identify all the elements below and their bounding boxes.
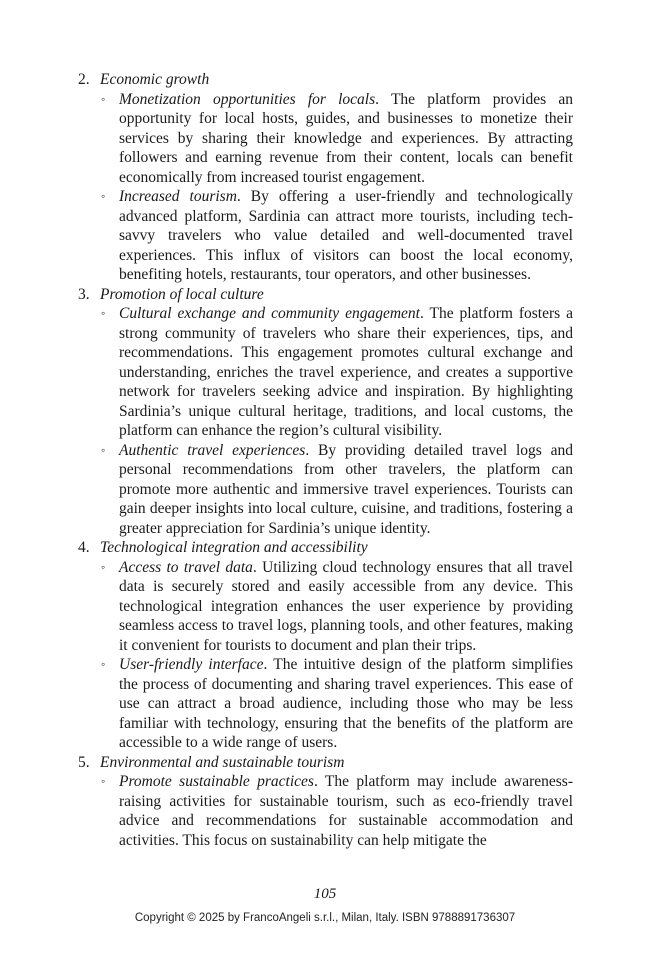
section-heading	[78, 538, 573, 558]
section-number: 5.	[78, 753, 90, 771]
bullet-mark: ◦	[101, 657, 106, 671]
bullet-term: Promote sustainable practices	[119, 773, 314, 790]
bullet-body: . The platform provides an opportunity for local hosts, guides, and businesses to monetize their services by sharing their knowledge and experiences. By attracting followers and earning revenue from their content, locals can benefit economically from increased tourist engagement.	[119, 90, 573, 186]
section-title: Environmental and sustainable tourism	[100, 753, 345, 771]
bullet-mark: ◦	[101, 91, 106, 106]
section-environmental-tourism	[78, 753, 573, 851]
list-item	[100, 304, 573, 441]
section-title: Technological integration and accessibility	[100, 539, 368, 556]
section-title: Economic growth	[100, 71, 210, 88]
section-heading	[78, 753, 573, 773]
section-heading	[78, 285, 573, 305]
section-heading	[78, 70, 573, 90]
bullet-mark: ◦	[101, 189, 106, 203]
section-number: 3.	[78, 285, 90, 303]
bullet-term: Authentic travel experiences	[119, 441, 306, 459]
bullet-mark: ◦	[101, 442, 106, 457]
bullet-term: Cultural exchange and community engagement	[119, 305, 420, 322]
bullet-term: Monetization opportunities for locals	[119, 90, 376, 108]
section-economic-growth	[78, 70, 573, 285]
bullet-list	[78, 558, 573, 753]
list-item	[100, 90, 573, 188]
bullet-body: . The platform fosters a strong community of travelers who share their experiences, tips, and recommendations. This engagement promotes cultural exchange and understanding, enriches the travel experience, and creates a supportive network for travelers seeking advice and inspiration. By highlighting Sardinia’s unique cultural heritage, traditions, and local customs, the platform can enhance the region’s cultural visibility.	[119, 305, 573, 439]
document-body	[78, 70, 573, 850]
list-item	[100, 772, 573, 850]
list-item	[100, 558, 573, 656]
bullet-text	[119, 772, 573, 850]
list-item	[100, 441, 573, 539]
bullet-text	[119, 655, 573, 753]
section-number: 2.	[78, 71, 90, 88]
bullet-body: . By offering a user-friendly and technologically advanced platform, Sardinia can attract more tourists, including tech-savvy travelers who value detailed and well-documented travel experiences. This influx of visitors can boost the local economy, benefiting hotels, restaurants, tour operators, and other businesses.	[119, 188, 573, 283]
bullet-list	[78, 772, 573, 850]
bullet-text	[119, 90, 573, 188]
bullet-term: Increased tourism	[119, 188, 237, 205]
bullet-mark: ◦	[101, 306, 106, 320]
bullet-list	[78, 304, 573, 538]
bullet-body: . The intuitive design of the platform simplifies the process of documenting and sharing travel experiences. This ease of use can attract a broad audience, including those who may be less familiar with technology, ensuring that the benefits of the platform are accessible to a wide range of users.	[119, 656, 573, 751]
bullet-text	[119, 441, 573, 539]
bullet-list	[78, 90, 573, 285]
section-promotion-of-local-culture	[78, 285, 573, 539]
bullet-text	[119, 187, 573, 285]
bullet-text	[119, 558, 573, 656]
section-technological-integration	[78, 538, 573, 753]
bullet-body: . Utilizing cloud technology ensures that all travel data is securely stored and easily accessible from any device. This technological integration enhances the user experience by providing seamless access to travel logs, planning tools, and other features, making it convenient for tourists to document and plan their trips.	[119, 558, 573, 654]
section-title: Promotion of local culture	[100, 285, 264, 303]
bullet-mark: ◦	[101, 559, 106, 574]
bullet-mark: ◦	[101, 774, 106, 788]
copyright-notice: Copyright © 2025 by FrancoAngeli s.r.l., Milan, Italy. ISBN 9788891736307	[134, 912, 516, 924]
section-number: 4.	[78, 539, 90, 556]
list-item	[100, 655, 573, 753]
bullet-term: User-friendly interface	[119, 656, 264, 673]
bullet-term: Access to travel data	[119, 558, 253, 576]
bullet-body: . The platform may include awareness-raising activities for sustainable tourism, such as eco-friendly travel advice and recommendations for sustainable accommodation and activities. This focus on sustainability can help mitigate the	[119, 773, 573, 849]
page-number: 105	[313, 886, 337, 902]
bullet-text	[119, 304, 573, 441]
list-item	[100, 187, 573, 285]
bullet-body: . By providing detailed travel logs and personal recommendations from other travelers, the platform can promote more authentic and immersive travel experiences. Tourists can gain deeper insights into local culture, cuisine, and traditions, fostering a greater appreciation for Sardinia’s unique identity.	[119, 441, 573, 537]
